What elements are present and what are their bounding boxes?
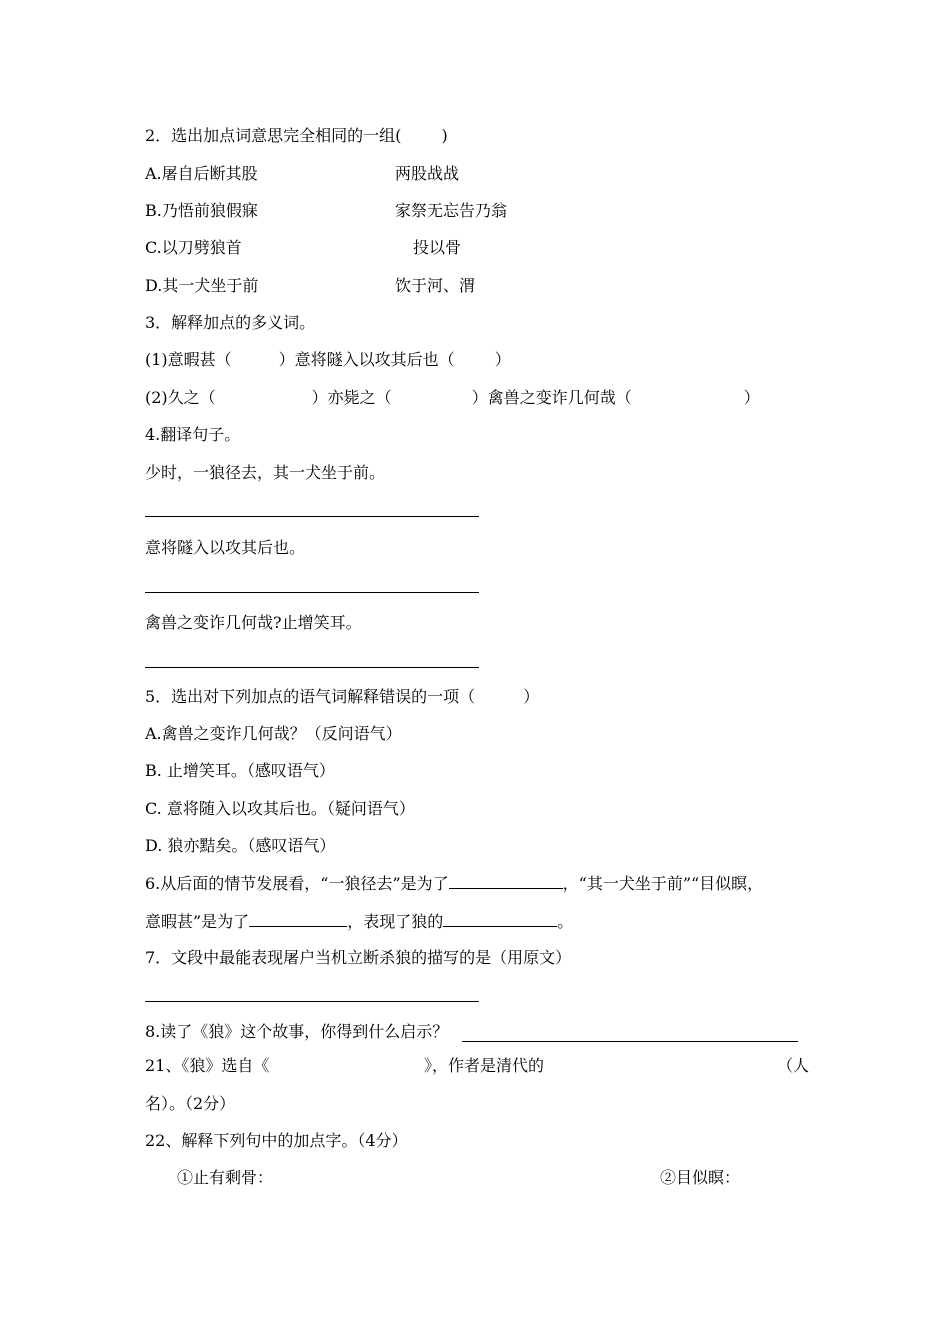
q4-sentence-1: 少时，一狼径去，其一犬坐于前。: [145, 463, 386, 482]
q2-stem-text: 2．选出加点词意思完全相同的一组(: [145, 126, 402, 145]
q2-option-d-left: D.其一犬坐于前: [145, 276, 259, 295]
q7-answer-line[interactable]: [145, 1001, 479, 1002]
q3-r1-part-a: (1)意暇甚（: [145, 350, 232, 369]
q2-option-b-right: 家祭无忘告乃翁: [395, 201, 508, 220]
q4-answer-line-1[interactable]: [145, 516, 479, 517]
q6-part-a: 6.从后面的情节发展看，“一狼径去”是为了: [145, 874, 449, 893]
q2-stem: [145, 125, 448, 147]
q6-row-1: [145, 872, 763, 895]
q5-option-d: D. 狼亦黠矣。（感叹语气）: [145, 836, 336, 855]
q6-part-c: 意暇甚”是为了: [145, 912, 250, 931]
q2-option-c-left: C.以刀劈狼首: [145, 238, 242, 257]
q3-r2-part-c: ）禽兽之变诈几何哉（: [471, 388, 632, 407]
q4-answer-line-2[interactable]: [145, 592, 479, 593]
q2-option-b-left: B.乃悟前狼假寐: [145, 201, 258, 220]
q4-answer-line-3[interactable]: [145, 667, 479, 668]
q8-stem: 8.读了《狼》这个故事，你得到什么启示？: [145, 1022, 449, 1041]
q3-row-2: [145, 387, 760, 409]
q3-row-1: [145, 349, 511, 371]
q2-option-a-left: A.屠自后断其股: [145, 164, 258, 183]
q2-option-d-right: 饮于河、渭: [395, 276, 476, 295]
q2-option-c-right: 投以骨: [413, 238, 462, 257]
q4-stem: 4.翻译句子。: [145, 425, 241, 444]
q22-stem: 22、解释下列句中的加点字。（4分）: [145, 1131, 408, 1150]
q5-option-a: A.禽兽之变诈几何哉？（反问语气）: [145, 724, 402, 743]
q6-blank-2[interactable]: [249, 910, 347, 927]
q8-answer-line[interactable]: [462, 1041, 798, 1042]
q3-r2-part-d: ）: [743, 388, 760, 407]
q22-item-1: ①止有剩骨：: [177, 1168, 274, 1187]
q6-part-b: ，“其一犬坐于前”“目似瞑，: [562, 874, 764, 893]
q3-r1-part-c: ）: [494, 350, 511, 369]
q5-close-paren: ）: [523, 687, 540, 706]
q6-part-e: 。: [557, 912, 574, 931]
q5-option-b: B. 止增笑耳。（感叹语气）: [145, 761, 335, 780]
q21-part-a: 21、《狼》选自《: [145, 1056, 270, 1075]
q5-stem-text: 5．选出对下列加点的语气词解释错误的一项（: [145, 687, 476, 706]
q3-r2-part-b: ）亦毙之（: [311, 388, 392, 407]
q6-part-d: ，表现了狼的: [347, 912, 444, 931]
q3-stem: 3．解释加点的多义词。: [145, 313, 316, 332]
q3-r1-part-b: ）意将隧入以攻其后也（: [278, 350, 455, 369]
q6-row-2: [145, 910, 573, 933]
q2-close-paren: ): [441, 126, 448, 145]
q2-option-a-right: 两股战战: [395, 164, 460, 183]
q6-blank-3[interactable]: [443, 910, 557, 927]
q21-part-b: 》，作者是清代的: [424, 1056, 545, 1075]
q5-option-c: C. 意将随入以攻其后也。（疑问语气）: [145, 799, 415, 818]
q6-blank-1[interactable]: [449, 872, 563, 889]
q4-sentence-2: 意将隧入以攻其后也。: [145, 538, 306, 557]
q21-part-c: （人: [777, 1056, 810, 1075]
q7-stem: 7．文段中最能表现屠户当机立断杀狼的描写的是（用原文）: [145, 948, 572, 967]
q22-item-2: ②目似瞑：: [660, 1168, 741, 1187]
q3-r2-part-a: (2)久之（: [145, 388, 216, 407]
q5-stem: [145, 686, 539, 708]
q21-part-d: 名）。（2分）: [145, 1094, 236, 1113]
q4-sentence-3: 禽兽之变诈几何哉?止增笑耳。: [145, 613, 362, 632]
